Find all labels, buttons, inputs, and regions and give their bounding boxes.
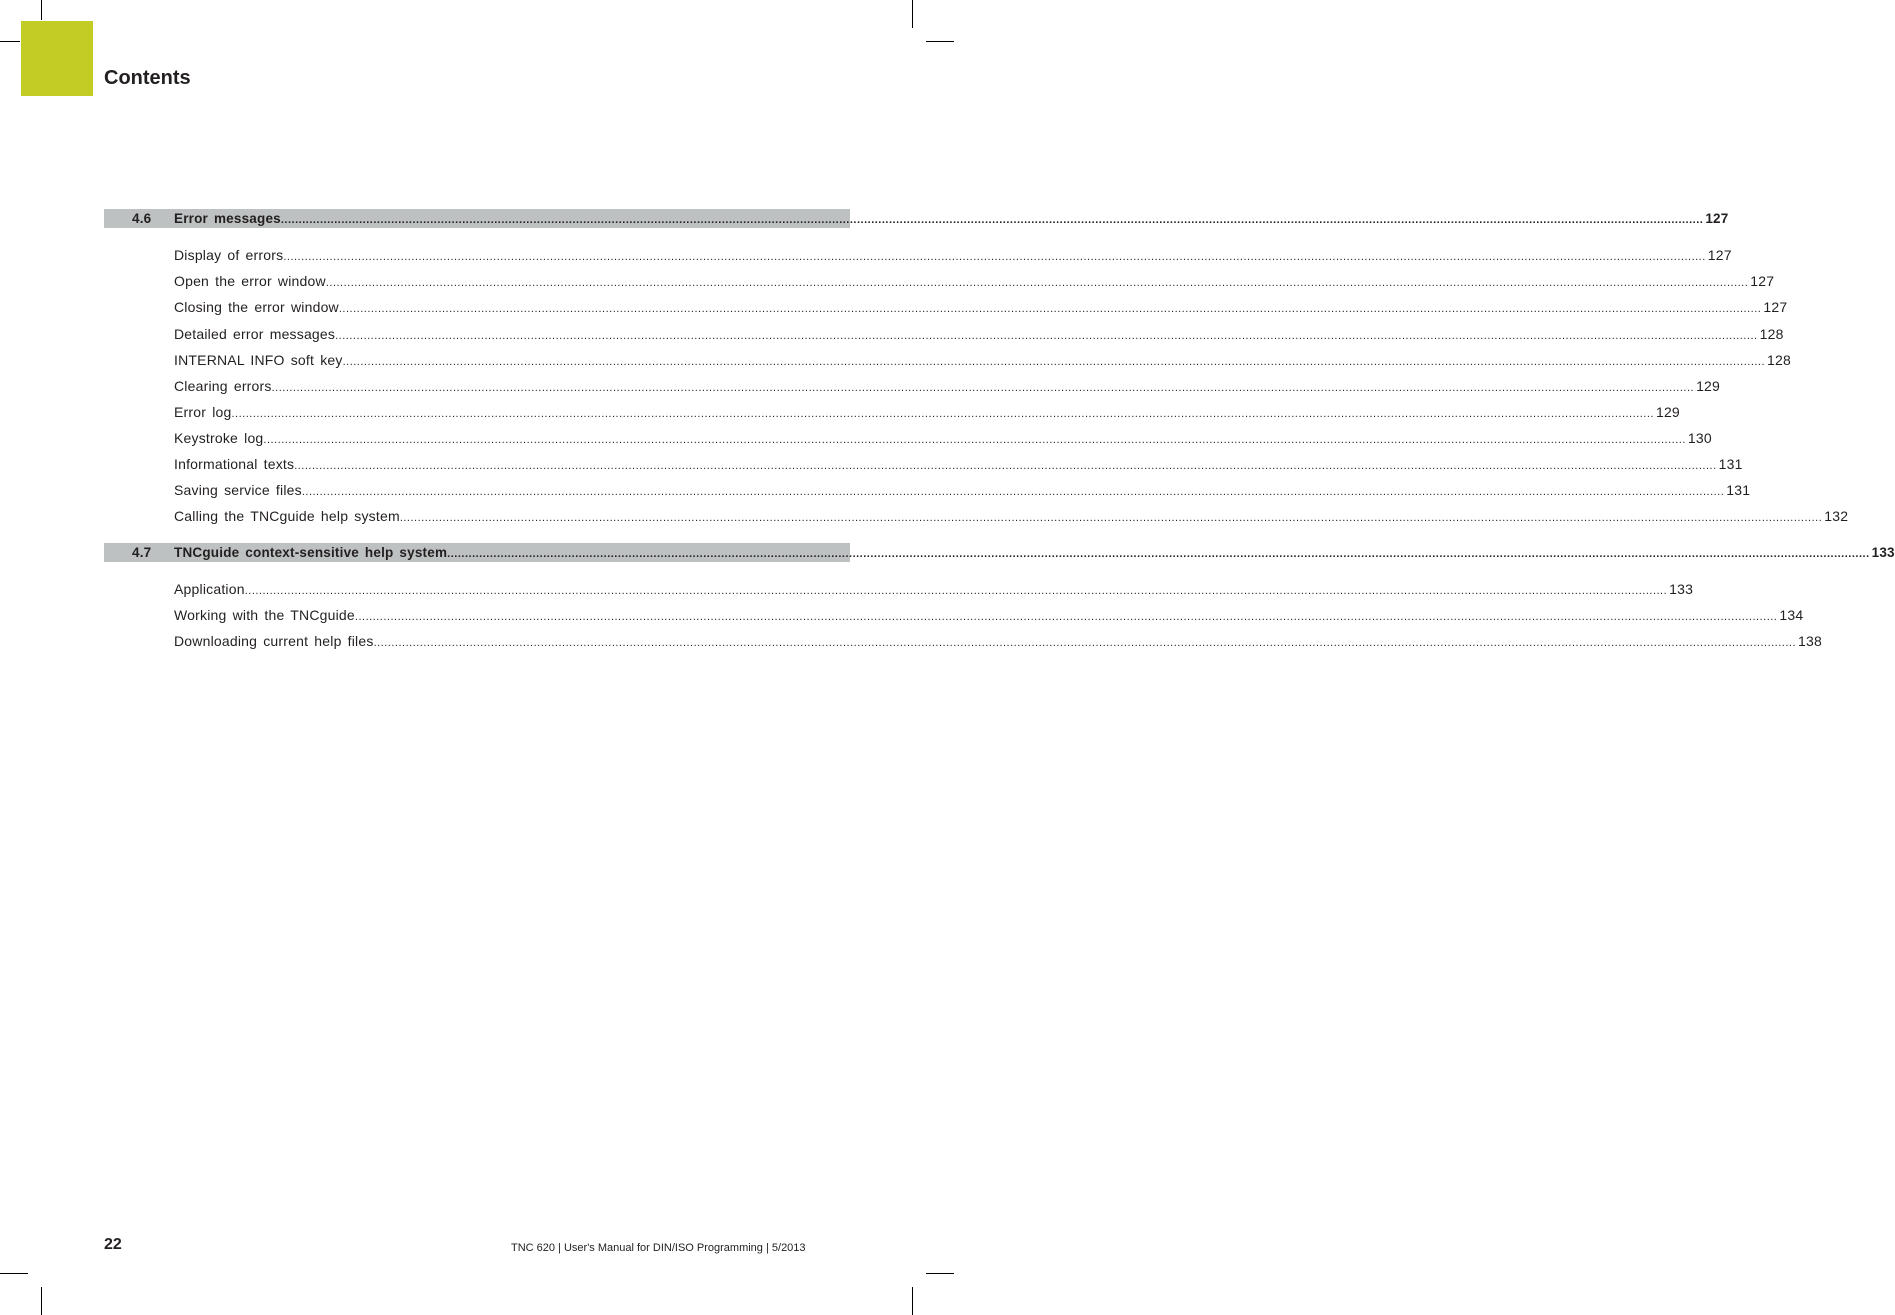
toc-entry-row[interactable] xyxy=(104,631,1822,650)
toc-entry-label: Working with the TNCguide xyxy=(174,606,355,623)
toc-entry-label: Application xyxy=(174,580,245,597)
toc-entry-row[interactable] xyxy=(104,350,1792,369)
leader-dots: ................................................................................................................................................................................................................................................................................................................................................................................................................ xyxy=(231,407,1654,420)
toc-entry-row[interactable] xyxy=(104,376,1721,395)
crop-mark xyxy=(41,1287,42,1315)
page-title: Contents xyxy=(104,67,191,89)
toc-entry-label: Error log xyxy=(174,403,232,420)
toc-entry-row[interactable] xyxy=(104,402,1680,421)
leader-dots: ................................................................................................................................................................................................................................................................................................................................................................................................................ xyxy=(301,485,1725,498)
toc-entry-row[interactable] xyxy=(104,480,1751,499)
chapter-accent-block xyxy=(21,21,93,96)
leader-dots: ................................................................................................................................................................................................................................................................................................................................................................................................................ xyxy=(263,433,1686,446)
section-number: 4.7 xyxy=(132,545,152,560)
toc-entry-row[interactable] xyxy=(104,605,1804,624)
toc-page-number: 130 xyxy=(1687,429,1712,446)
leader-dots: ................................................................................................................................................................................................................................................................................................................................................................................................................ xyxy=(342,355,1766,368)
toc-page-number: 127 xyxy=(1750,272,1775,289)
page-number: 22 xyxy=(104,1236,122,1253)
toc-entry-label: Downloading current help files xyxy=(174,632,374,649)
toc-page-number: 128 xyxy=(1767,351,1792,368)
toc-section-row[interactable] xyxy=(104,209,1729,228)
leader-dots: ................................................................................................................................................................................................................................................................................................................................................................................................................ xyxy=(399,511,1823,524)
toc-page-number: 133 xyxy=(1871,545,1895,560)
toc-page-number: 129 xyxy=(1696,377,1721,394)
toc-entry-row[interactable] xyxy=(104,297,1788,316)
toc-entry-label: Detailed error messages xyxy=(174,325,336,342)
toc-entry-label: Clearing errors xyxy=(174,377,272,394)
crop-mark xyxy=(912,0,913,28)
leader-dots: ................................................................................................................................................................................................................................................................................................................................................................................................................ xyxy=(338,302,1762,315)
toc-entry-label: Saving service files xyxy=(174,481,302,498)
crop-mark xyxy=(912,1287,913,1315)
toc-page-number: 132 xyxy=(1824,507,1849,524)
leader-dots: ................................................................................................................................................................................................................................................................................................................................................................................................................ xyxy=(283,250,1706,263)
leader-dots: ................................................................................................................................................................................................................................................................................................................................................................................................................ xyxy=(271,381,1695,394)
toc-page-number: 128 xyxy=(1759,325,1784,342)
toc-page-number: 127 xyxy=(1707,246,1732,263)
toc-entry-label: TNCguide context-sensitive help system xyxy=(174,545,448,560)
crop-mark xyxy=(926,41,954,42)
toc-entry-row[interactable] xyxy=(104,271,1775,290)
toc-entry-row[interactable] xyxy=(104,579,1694,598)
toc-page-number: 134 xyxy=(1779,606,1804,623)
toc-page-number: 138 xyxy=(1798,632,1822,649)
crop-mark xyxy=(0,1273,28,1274)
toc-entry-label: Closing the error window xyxy=(174,298,339,315)
footer-text: TNC 620 | User's Manual for DIN/ISO Programming | 5/2013 xyxy=(511,1242,806,1254)
toc-entry-label: Keystroke log xyxy=(174,429,264,446)
leader-dots: ................................................................................................................................................................................................................................................................................................................................................................................................................ xyxy=(373,636,1797,649)
toc-page-number: 131 xyxy=(1718,455,1743,472)
toc-entry-row[interactable] xyxy=(104,428,1712,447)
leader-dots: ................................................................................................................................................................................................................................................................................................................................................................................................................ xyxy=(280,214,1704,226)
leader-dots: ................................................................................................................................................................................................................................................................................................................................................................................................................ xyxy=(294,459,1717,472)
toc-entry-label: INTERNAL INFO soft key xyxy=(174,351,343,368)
toc-page-number: 127 xyxy=(1763,298,1788,315)
leader-dots: ................................................................................................................................................................................................................................................................................................................................................................................................................ xyxy=(447,548,1870,560)
toc-entry-label: Open the error window xyxy=(174,272,326,289)
toc-entry-label: Error messages xyxy=(174,211,281,226)
toc-entry-row[interactable] xyxy=(104,506,1849,525)
crop-mark xyxy=(41,0,42,20)
toc-page-number: 133 xyxy=(1669,580,1694,597)
toc-entry-row[interactable] xyxy=(104,324,1784,343)
leader-dots: ................................................................................................................................................................................................................................................................................................................................................................................................................ xyxy=(244,584,1668,597)
crop-mark xyxy=(0,41,20,42)
toc-section-row[interactable] xyxy=(104,543,1895,562)
toc-page-number: 129 xyxy=(1655,403,1680,420)
toc-entry-row[interactable] xyxy=(104,454,1743,473)
crop-mark xyxy=(926,1273,954,1274)
toc-entry-label: Informational texts xyxy=(174,455,295,472)
toc-page-number: 131 xyxy=(1726,481,1751,498)
leader-dots: ................................................................................................................................................................................................................................................................................................................................................................................................................ xyxy=(354,610,1778,623)
toc-entry-row[interactable] xyxy=(104,245,1732,264)
toc-entry-label: Display of errors xyxy=(174,246,284,263)
toc-page-number: 127 xyxy=(1705,211,1729,226)
toc-entry-label: Calling the TNCguide help system xyxy=(174,507,400,524)
section-number: 4.6 xyxy=(132,211,152,226)
leader-dots: ................................................................................................................................................................................................................................................................................................................................................................................................................ xyxy=(325,276,1749,289)
leader-dots: ................................................................................................................................................................................................................................................................................................................................................................................................................ xyxy=(335,329,1758,342)
